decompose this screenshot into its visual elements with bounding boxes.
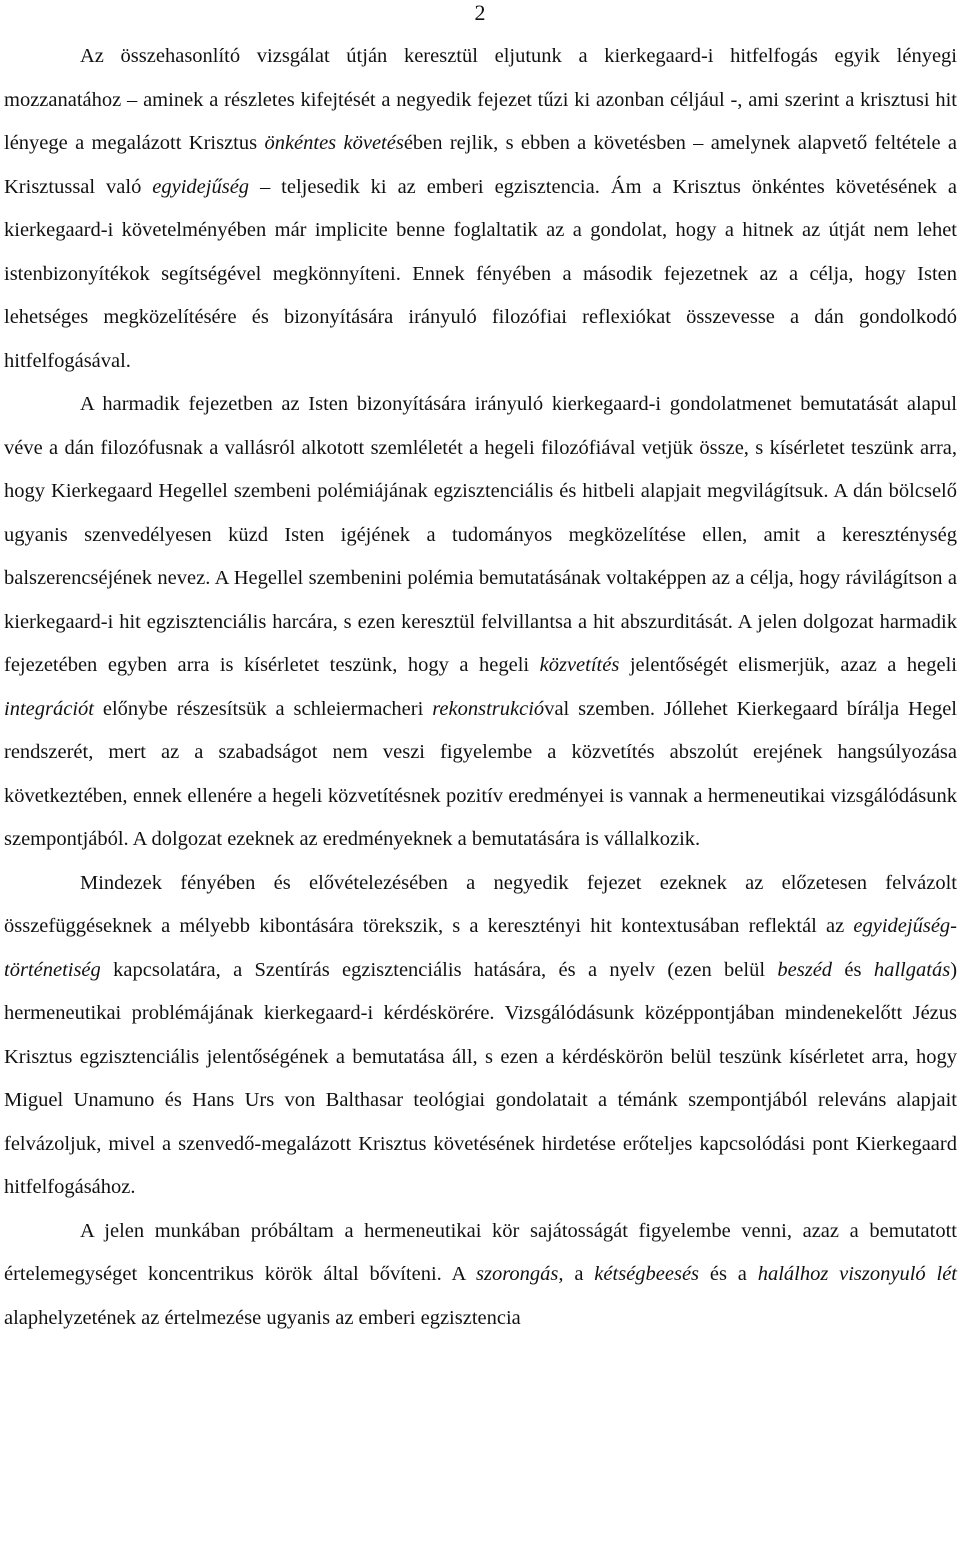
text-run: és <box>832 958 874 981</box>
text-run: ében rejlik, s ebben a követésben – amelynek alapvető feltétele a Krisztussal való <box>4 132 957 198</box>
italic-phrase: önkéntes követés <box>264 132 404 154</box>
text-run: kapcsolatára, a Szentírás egzisztenciális hatására, és a nyelv (ezen belül <box>100 958 778 981</box>
text-run: a <box>563 1263 595 1285</box>
italic-phrase: kétségbeesés <box>594 1263 700 1285</box>
italic-phrase: egyidejűség-történetiség <box>4 915 957 981</box>
paragraph <box>4 383 957 862</box>
page-number: 2 <box>474 0 486 25</box>
text-run: ) hermeneutikai problémájának kierkegaard-i kérdéskörére. Vizsgálódásunk középpontjában mindenekelőtt Jézus Krisztus egzisztenciális jelentőségének a bemutatása áll, s ezen a kérdéskörön belül teszünk kísérletet arra, hogy Miguel Unamuno és Hans Urs von Balthasar teológiai gondolatait a témánk szempontjából releváns alapjait felvázoljuk, mivel a szenvedő-megalázott Krisztus követésének hirdetése erőteljes kapcsolódási pont Kierkegaard hitfelfogásához. <box>4 958 958 1198</box>
body-text <box>4 35 957 1340</box>
text-run: A harmadik fejezetben az Isten bizonyítására irányuló kierkegaard-i gondolatmenet bemutatását alapul véve a dán filozófusnak a vallásról alkotott szemléletét a hegeli filozófiával vetjük össze, s kísérletet teszünk arra, hogy Kierkegaard Hegellel szembeni polémiájának egzisztenciális és hitbeli alapjait megvilágítsuk. A dán bölcselő ugyanis szenvedélyesen küzd Isten igéjének a tudományos megközelítése ellen, amit a kereszténység balszerencséjének nevez. A Hegellel szembenini polémia bemutatásának voltaképpen az a célja, hogy rávilágítson a kierkegaard-i hit egzisztenciális harcára, s ezen keresztül felvillantsa a hit abszurditását. A jelen dolgozat harmadik fejezetében egyben arra is kísérletet teszünk, hogy a hegeli <box>4 393 957 676</box>
text-run: alaphelyzetének az értelmezése ugyanis az emberi egzisztencia <box>4 1306 521 1329</box>
text-run: Mindezek fényében és elővételezésében a negyedik fejezet ezeknek az előzetesen felvázolt összefüggéseknek a mélyebb kibontására törekszik, s a keresztényi hit kontextusában reflektál az <box>4 871 957 937</box>
text-run: és a <box>699 1263 758 1285</box>
italic-phrase: közvetítés <box>539 654 620 676</box>
text-run: jelentőségét elismerjük, azaz a hegeli <box>619 654 957 676</box>
text-run: val szemben. Jóllehet Kierkegaard bírálja Hegel rendszerét, mert az a szabadságot nem veszi figyelembe a közvetítés abszolút erejének hangsúlyozása következtében, ennek ellenére a hegeli közvetítésnek pozitív eredményei is vannak a hermeneutikai vizsgálódásunk szempontjából. A dolgozat ezeknek az eredményeknek a bemutatására is vállalkozik. <box>4 697 957 850</box>
italic-phrase: halálhoz viszonyuló lét <box>757 1263 957 1285</box>
paragraph <box>4 1210 957 1341</box>
paragraph <box>4 862 957 1210</box>
text-run: A jelen munkában próbáltam a hermeneutikai kör sajátosságát figyelembe venni, azaz a bemutatott értelemegységet koncentrikus körök által bővíteni. A <box>4 1219 957 1285</box>
text-run: előnybe részesítsük a schleiermacheri <box>93 697 433 720</box>
italic-phrase: beszéd <box>777 958 833 981</box>
text-run: Az összehasonlító vizsgálat útján keresztül eljutunk a kierkegaard-i hitfelfogás egyik lényegi mozzanatához – aminek a részletes kifejtését a negyedik fejezet tűzi ki azonban céljául -, ami szerint a krisztusi hit lényege a megalázott Krisztus <box>4 45 957 154</box>
italic-phrase: szorongás, <box>476 1263 564 1285</box>
italic-phrase: integrációt <box>4 697 94 720</box>
italic-phrase: rekonstrukció <box>432 697 545 720</box>
paragraph <box>4 35 957 383</box>
text-run: – teljesedik ki az emberi egzisztencia. Ám a Krisztus önkéntes követésének a kierkegaard-i követelményében már implicite benne foglaltatik az a gondolat, hogy a hitnek az útját nem lehet istenbizonyítékok segítségével megkönnyíteni. Ennek fényében a második fejezetnek az a célja, hogy Isten lehetséges megközelítésére és bizonyítására irányuló filozófiai reflexiókat összevesse a dán gondolkodó hitfelfogásával. <box>4 175 957 372</box>
italic-phrase: egyidejűség <box>152 175 250 198</box>
italic-phrase: hallgatás <box>873 958 951 981</box>
